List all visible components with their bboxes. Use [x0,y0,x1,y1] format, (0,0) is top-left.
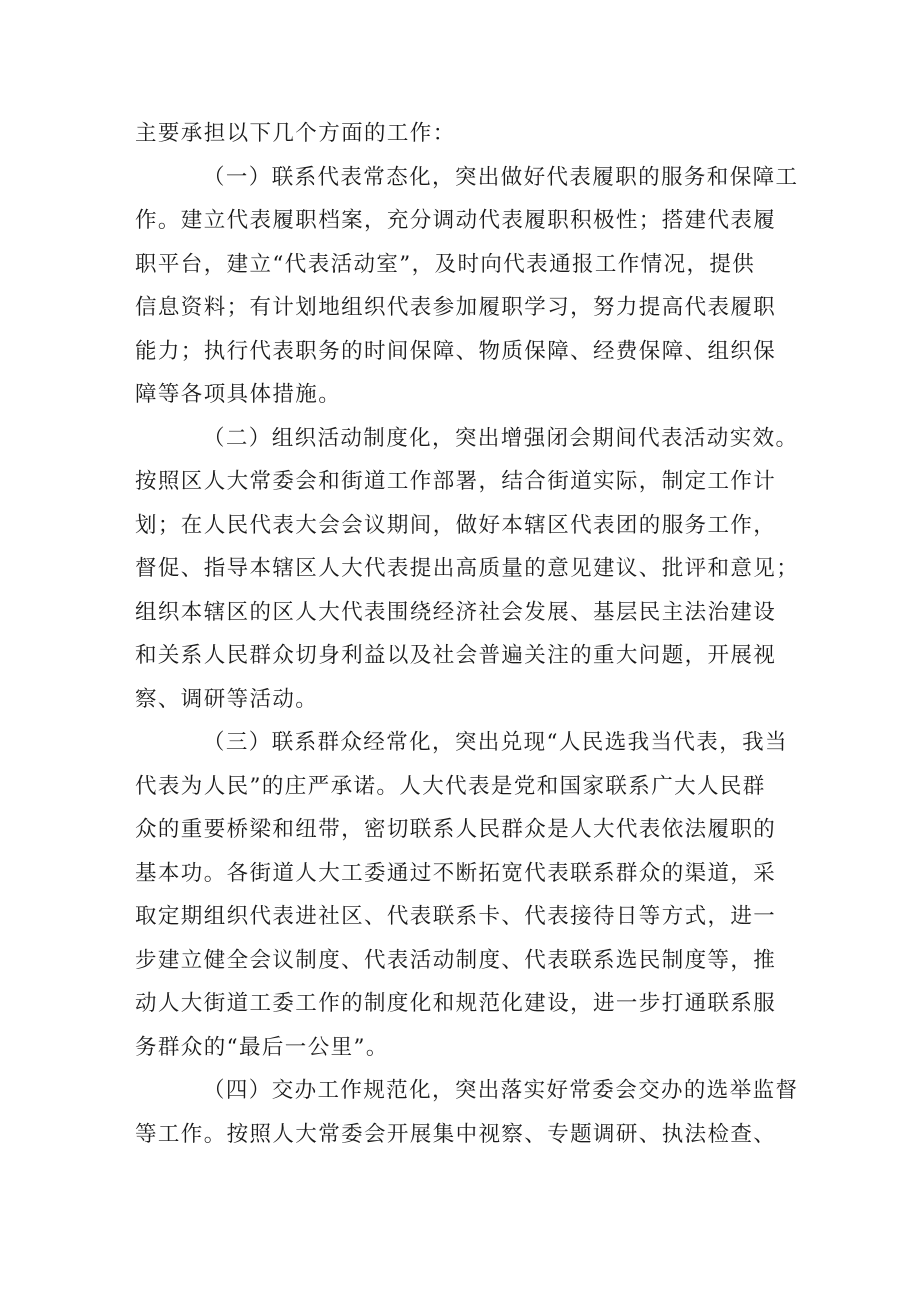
text-line: 信息资料；有计划地组织代表参加履职学习，努力提高代表履职 [135,295,777,320]
text-line: 作。建立代表履职档案，充分调动代表履职积极性；搭建代表履 [135,208,777,233]
text-line: 步建立健全会议制度、代表活动制度、代表联系选民制度等，推 [135,947,777,973]
text-line-section-heading: （一）联系代表常态化，突出做好代表履职的服务和保障工 [203,164,799,190]
text-line-section-heading: （二）组织活动制度化，突出增强闭会期间代表活动实效。 [203,425,799,451]
text-line: 务群众的“最后一公里”。 [135,1034,389,1060]
text-line: 众的重要桥梁和纽带，密切联系人民群众是人大代表依法履职的 [135,817,777,842]
text-line: 督促、指导本辖区人大代表提出高质量的意见建议、批评和意见； [135,556,800,581]
text-line: 取定期组织代表进社区、代表联系卡、代表接待日等方式，进一 [135,904,777,929]
text-line-section-heading: （三）联系群众经常化，突出兑现“人民选我当代表，我当 [203,730,788,755]
text-line: 基本功。各街道人大工委通过不断拓宽代表联系群众的渠道，采 [135,860,777,886]
text-line: 按照区人大常委会和街道工作部署，结合街道实际，制定工作计 [135,469,777,494]
text-line: 察、调研等活动。 [135,686,319,712]
text-line: 划；在人民代表大会会议期间，做好本辖区代表团的服务工作， [135,512,777,538]
text-line: 动人大街道工委工作的制度化和规范化建设，进一步打通联系服 [135,991,777,1016]
text-line: 职平台，建立“代表活动室”，及时向代表通报工作情况，提供 [135,251,756,277]
document-body [135,112,800,1156]
text-line: 障等各项具体措施。 [135,382,342,407]
text-line: 和关系人民群众切身利益以及社会普遍关注的重大问题，开展视 [135,643,777,668]
text-line-section-heading: （四）交办工作规范化，突出落实好常委会交办的选举监督 [203,1078,799,1103]
text-line: 能力；执行代表职务的时间保障、物质保障、经费保障、组织保 [135,338,777,364]
text-line: 代表为人民”的庄严承诺。人大代表是党和国家联系广大人民群 [135,773,766,799]
text-line: 组织本辖区的区人大代表围绕经济社会发展、基层民主法治建设 [135,599,777,625]
text-line: 主要承担以下几个方面的工作： [135,121,456,146]
text-line: 等工作。按照人大常委会开展集中视察、专题调研、执法检查、 [135,1121,777,1147]
